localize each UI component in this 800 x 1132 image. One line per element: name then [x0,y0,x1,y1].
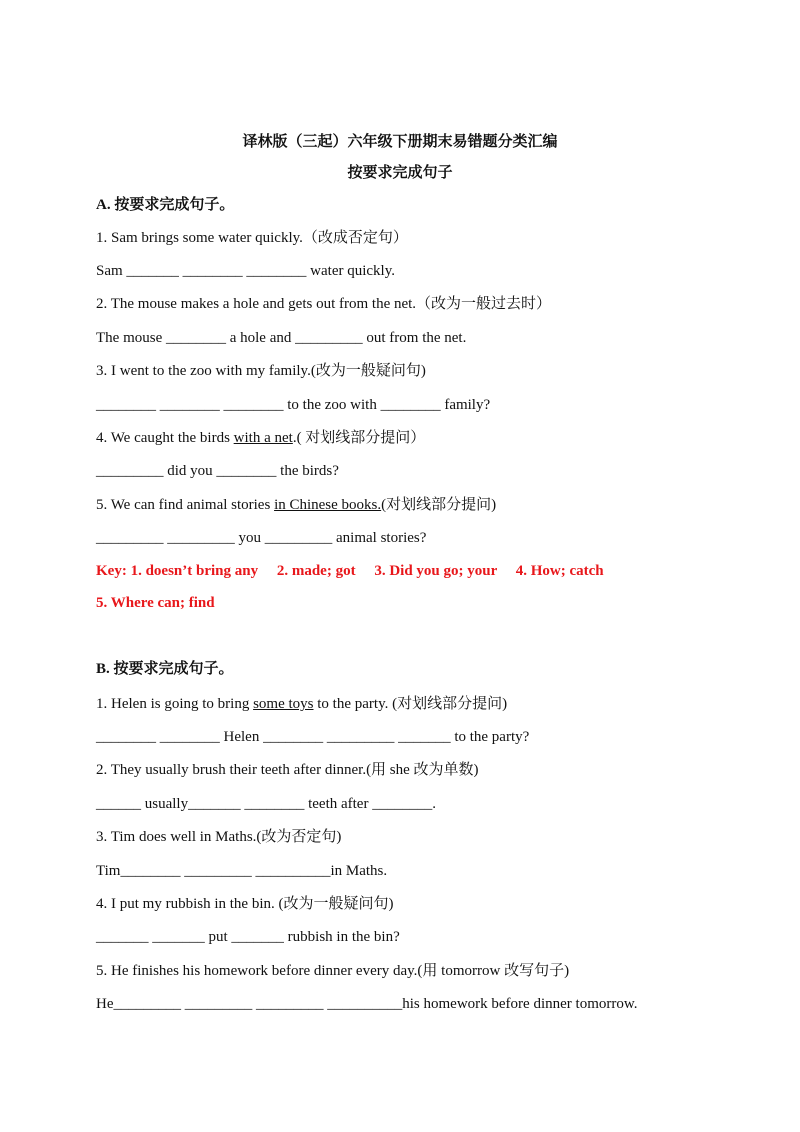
a-q2-prompt: 2. The mouse makes a hole and gets out from the net.（改为一般过去时） [96,296,552,312]
section-a-heading: A. 按要求完成句子。 [96,197,235,213]
b-q4-answer-line: _______ _______ put _______ rubbish in the bin? [96,929,400,945]
b-q1-underlined-phrase: some toys [253,696,314,712]
a-q4-prompt-before: 4. We caught the birds [96,430,234,446]
a-q2-answer-line: The mouse ________ a hole and _________ out from the net. [96,330,467,346]
a-q3-prompt: 3. I went to the zoo with my family.(改为一般疑问句) [96,363,426,379]
a-q4-underlined-phrase: with a net [233,430,293,446]
a-q1-prompt: 1. Sam brings some water quickly.（改成否定句） [96,230,408,246]
answer-key-line-2: 5. Where can; find [96,595,215,611]
b-q2-answer-line: ______ usually_______ ________ teeth after ________. [96,796,436,812]
a-q5-prompt-after: (对划线部分提问) [381,497,497,513]
b-q1-prompt [96,694,507,714]
b-q3-prompt: 3. Tim does well in Maths.(改为否定句) [96,829,342,845]
section-b-heading: B. 按要求完成句子。 [96,661,234,677]
a-q4-prompt-after: .( 对划线部分提问） [292,430,426,446]
a-q1-answer-line: Sam _______ ________ ________ water quickly. [96,263,395,279]
b-q1-prompt-after: to the party. (对划线部分提问) [313,696,508,712]
a-q4-prompt [96,428,425,448]
b-q3-answer-line: Tim________ _________ __________in Maths. [96,863,388,879]
b-q5-prompt: 5. He finishes his homework before dinner every day.(用 tomorrow 改写句子) [96,963,570,979]
b-q4-prompt: 4. I put my rubbish in the bin. (改为一般疑问句) [96,896,394,912]
b-q1-answer-line: ________ ________ Helen ________ _________ _______ to the party? [96,729,530,745]
document-title: 译林版（三起）六年级下册期末易错题分类汇编 [242,134,558,150]
b-q1-prompt-before: 1. Helen is going to bring [96,696,254,712]
a-q4-answer-line: _________ did you ________ the birds? [96,463,339,479]
b-q2-prompt: 2. They usually brush their teeth after dinner.(用 she 改为单数) [96,762,479,778]
a-q5-answer-line: _________ _________ you _________ animal stories? [96,530,427,546]
answer-key-line-1: Key: 1. doesn’t bring any 2. made; got 3. Did you go; your 4. How; catch [96,563,604,579]
a-q3-answer-line: ________ ________ ________ to the zoo with ________ family? [96,397,491,413]
b-q5-answer-line: He_________ _________ _________ __________his homework before dinner tomorrow. [96,996,638,1012]
a-q5-underlined-phrase: in Chinese books. [274,497,382,513]
document-subtitle: 按要求完成句子 [347,165,453,181]
a-q5-prompt-before: 5. We can find animal stories [96,497,275,513]
a-q5-prompt [96,495,496,515]
